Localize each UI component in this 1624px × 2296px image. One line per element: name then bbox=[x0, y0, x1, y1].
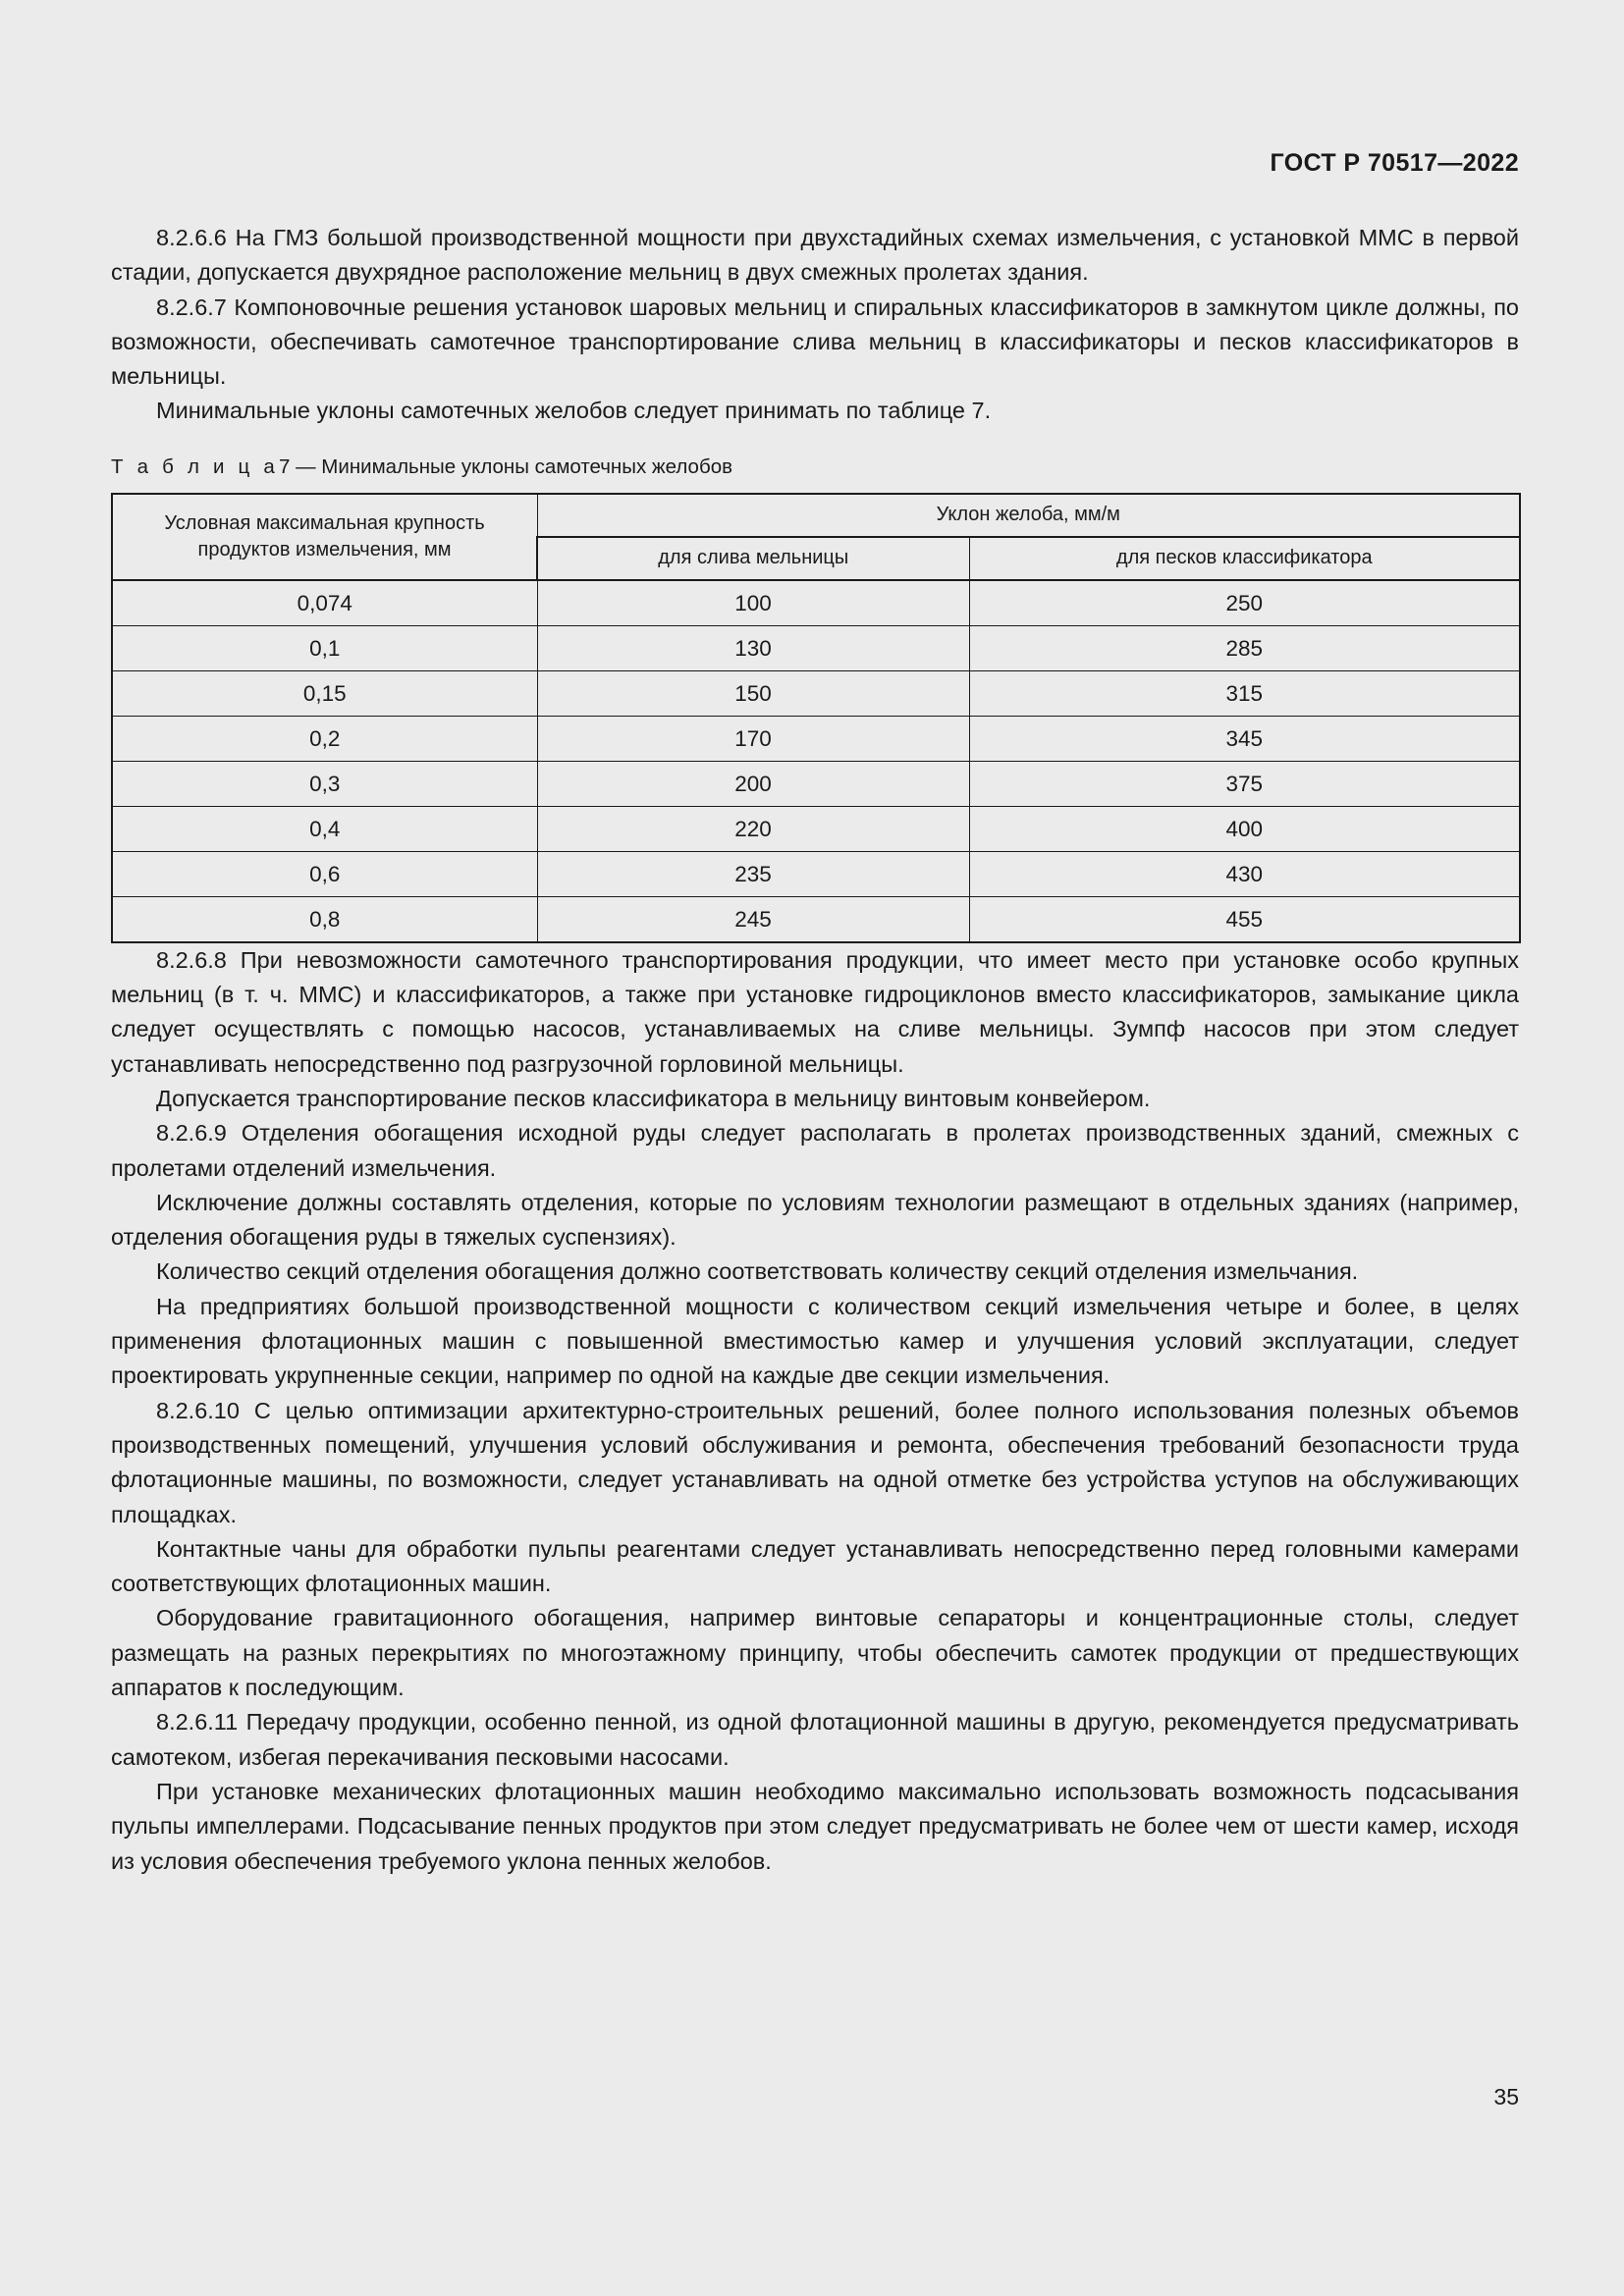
paragraph-gravity-equipment: Оборудование гравитационного обогащения, например винтовые сепараторы и концентрационные столы, следует размещать на разных перекрытиях по многоэтажному принципу, чтобы обеспечить самотек продукции от предшествующих аппаратов к последующим. bbox=[111, 1605, 1519, 1701]
page-number: 35 bbox=[1493, 2084, 1519, 2109]
cell-size: 0,074 bbox=[112, 580, 537, 626]
paragraph-8-2-6-6: 8.2.6.6 На ГМЗ большой производственной мощности при двухстадийных схемах измельчения, с установкой ММС в первой стадии, допускается двухрядное расположение мельниц в двух смежных пролетах здания. bbox=[111, 225, 1519, 286]
table-row bbox=[112, 580, 1520, 626]
cell-sands: 345 bbox=[969, 716, 1520, 761]
standard-header: ГОСТ Р 70517—2022 bbox=[1270, 149, 1519, 177]
cell-size: 0,1 bbox=[112, 625, 537, 670]
table-row bbox=[112, 716, 1520, 761]
cell-overflow: 100 bbox=[537, 580, 969, 626]
paragraph-exception: Исключение должны составлять отделения, которые по условиям технологии размещают в отдельных зданиях (например, отделения обогащения руды в тяжелых суспензиях). bbox=[111, 1189, 1519, 1251]
paragraph-large-enterprises: На предприятиях большой производственной мощности с количеством секций измельчения четыре и более, в целях применения флотационных машин с повышенной вместимостью камер и улучшения условий эксплуатации, следует проектировать укрупненные секции, например по одной на каждые две секции измельчения. bbox=[111, 1293, 1519, 1389]
cell-overflow: 170 bbox=[537, 716, 969, 761]
table-body bbox=[112, 580, 1520, 942]
paragraph-8-2-6-8: 8.2.6.8 При невозможности самотечного транспортирования продукции, что имеет место при установке особо крупных мельниц (в т. ч. ММС) и классификаторов, а также при установке гидроциклонов вместо классификаторов, замыкание цикла следует осуществлять с помощью насосов, устанавливаемых на сливе мельницы. Зумпф насосов при этом следует устанавливать непосредственно под разгрузочной горловиной мельницы. bbox=[111, 946, 1519, 1077]
cell-size: 0,2 bbox=[112, 716, 537, 761]
table-7-minimum-slopes bbox=[111, 493, 1521, 943]
cell-overflow: 245 bbox=[537, 896, 969, 942]
table-caption bbox=[111, 454, 1519, 480]
paragraph-8-2-6-7: 8.2.6.7 Компоновочные решения установок шаровых мельниц и спиральных классификаторов в замкнутом цикле должны, по возможности, обеспечивать самотечное транспортирование слива мельниц в классификаторы и песков классификаторов в мельницы. bbox=[111, 294, 1519, 390]
paragraph-contact-tanks: Контактные чаны для обработки пульпы реагентами следует устанавливать непосредственно перед головными камерами соответствующих флотационных машин. bbox=[111, 1535, 1519, 1597]
cell-size: 0,6 bbox=[112, 851, 537, 896]
cell-size: 0,4 bbox=[112, 806, 537, 851]
paragraph-screw-conveyor: Допускается транспортирование песков классификатора в мельницу винтовым конвейером. bbox=[156, 1085, 1151, 1111]
table-row bbox=[112, 625, 1520, 670]
table-row bbox=[112, 851, 1520, 896]
table-row bbox=[112, 670, 1520, 716]
paragraph-sections-count: Количество секций отделения обогащения должно соответствовать количеству секций отделения измельчания. bbox=[156, 1258, 1359, 1285]
table-header-row-1 bbox=[112, 494, 1520, 537]
cell-sands: 375 bbox=[969, 761, 1520, 806]
cell-overflow: 235 bbox=[537, 851, 969, 896]
paragraph-8-2-6-11: 8.2.6.11 Передачу продукции, особенно пенной, из одной флотационной машины в другую, рекомендуется предусматривать самотеком, избегая перекачивания песковыми насосами. bbox=[111, 1709, 1519, 1770]
cell-sands: 250 bbox=[969, 580, 1520, 626]
cell-sands: 455 bbox=[969, 896, 1520, 942]
cell-overflow: 200 bbox=[537, 761, 969, 806]
cell-sands: 400 bbox=[969, 806, 1520, 851]
table-row bbox=[112, 806, 1520, 851]
cell-sands: 430 bbox=[969, 851, 1520, 896]
cell-sands: 315 bbox=[969, 670, 1520, 716]
cell-overflow: 130 bbox=[537, 625, 969, 670]
table-row bbox=[112, 761, 1520, 806]
paragraph-8-2-6-10: 8.2.6.10 С целью оптимизации архитектурно-строительных решений, более полного использования полезных объемов производственных помещений, улучшения условий обслуживания и ремонта, обеспечения требований безопасности труда флотационные машины, по возможности, следует устанавливать на одной отметке без устройства уступов на обслуживающих площадках. bbox=[111, 1397, 1519, 1527]
cell-size: 0,15 bbox=[112, 670, 537, 716]
cell-overflow: 220 bbox=[537, 806, 969, 851]
cell-overflow: 150 bbox=[537, 670, 969, 716]
cell-size: 0,3 bbox=[112, 761, 537, 806]
table-header-mill-overflow: для слива мельницы bbox=[537, 537, 969, 580]
table-row bbox=[112, 896, 1520, 942]
paragraph-table-reference: Минимальные уклоны самотечных желобов следует принимать по таблице 7. bbox=[156, 398, 992, 424]
cell-size: 0,8 bbox=[112, 896, 537, 942]
paragraph-8-2-6-9: 8.2.6.9 Отделения обогащения исходной руды следует располагать в пролетах производственных зданий, смежных с пролетами отделений измельчения. bbox=[111, 1120, 1519, 1181]
table-header bbox=[112, 494, 1520, 580]
table-header-classifier-sands: для песков классификатора bbox=[969, 537, 1520, 580]
table-caption-text: 7 — Минимальные уклоны самотечных желобов bbox=[279, 454, 732, 478]
table-header-stub: Условная максимальная крупность продуктов измельчения, мм bbox=[112, 494, 537, 580]
table-caption-label: Т а б л и ц а bbox=[111, 454, 279, 478]
table-header-group-slope: Уклон желоба, мм/м bbox=[537, 494, 1520, 537]
body-text-block bbox=[111, 221, 1519, 1879]
paragraph-mechanical-flotation: При установке механических флотационных машин необходимо максимально использовать возможность подсасывания пульпы импеллерами. Подсасывание пенных продуктов при этом следует предусматривать не более чем от шести камер, исходя из условия обеспечения требуемого уклона пенных желобов. bbox=[111, 1778, 1519, 1874]
cell-sands: 285 bbox=[969, 625, 1520, 670]
